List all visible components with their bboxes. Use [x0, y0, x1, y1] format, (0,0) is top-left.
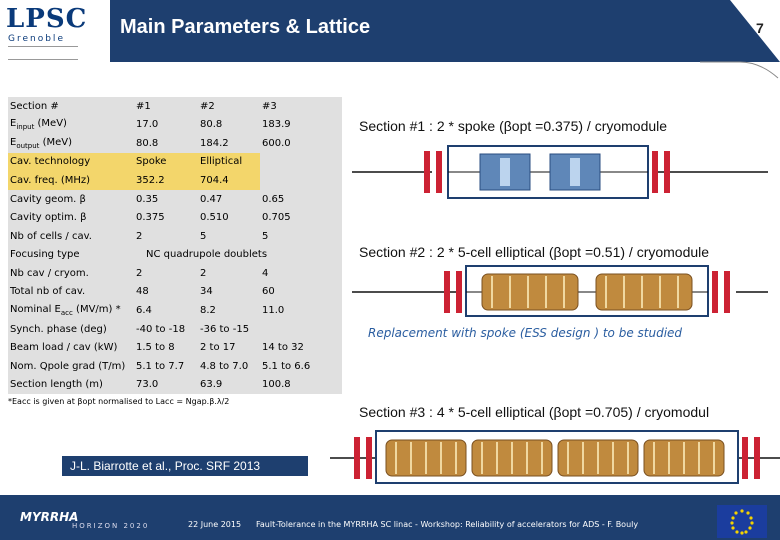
footer-bar	[0, 495, 780, 540]
table-row	[8, 246, 342, 265]
parameter-label: Cavity geom. β	[10, 193, 86, 205]
section-3-text: Section #3 : 4 * 5-cell elliptical (βopt =0.705) / cryomodul	[359, 404, 710, 420]
lpsc-logo	[0, 0, 110, 62]
section-2-description	[353, 242, 753, 263]
table-cell	[260, 153, 342, 172]
table-cell: 34	[200, 286, 213, 298]
section-2-text: Section #2 : 2 * 5-cell elliptical (βopt =0.51) / cryomodule	[359, 244, 710, 260]
parameter-label: Synch. phase (deg)	[10, 323, 107, 335]
parameter-label: Cavity optim. β	[10, 212, 87, 224]
page-number: 7	[756, 20, 764, 36]
table-cell: 2	[136, 267, 143, 279]
table-row	[8, 264, 342, 283]
horizon-2020-text: HORIZON 2020	[72, 522, 150, 530]
table-cell: 17.0	[136, 119, 159, 131]
header-curve-decoration	[700, 0, 780, 80]
parameter-label: $E_{input}$ (MeV)	[10, 118, 67, 132]
table-cell: 600.0	[262, 137, 291, 149]
table-cell: 4	[262, 267, 269, 279]
table-cell: 704.4	[198, 171, 260, 190]
section-3-description	[353, 404, 709, 420]
table-row	[8, 171, 342, 190]
parameter-label: Cav. technology	[8, 153, 134, 172]
table-row	[8, 301, 342, 320]
parameter-label: Nb of cells / cav.	[10, 230, 92, 242]
logo-lines	[8, 46, 78, 60]
table-row	[8, 153, 342, 172]
table-row	[8, 190, 342, 209]
parameter-label: Total nb of cav.	[10, 286, 86, 298]
elliptical-4-cav-cryomodule-diagram	[330, 426, 780, 488]
table-cell: 80.8	[136, 137, 159, 149]
table-cell: 14 to 32	[262, 342, 304, 354]
table-footnote: *Eacc is given at βopt normalised to Lacc = Ngap.β.λ/2	[8, 397, 230, 406]
table-cell: 0.375	[136, 212, 165, 224]
table-cell: 1.5 to 8	[136, 342, 175, 354]
parameter-label: Cav. freq. (MHz)	[8, 171, 134, 190]
parameter-label: Nb cav / cryom.	[10, 267, 89, 279]
table-cell: 80.8	[200, 119, 223, 131]
table-cell: 100.8	[262, 379, 291, 391]
elliptical-2-cav-cryomodule-diagram	[352, 262, 768, 320]
table-cell: 63.9	[200, 379, 223, 391]
table-cell-span: NC quadrupole doublets	[146, 249, 268, 261]
parameter-label: Section #	[10, 100, 59, 112]
table-cell: 73.0	[136, 379, 159, 391]
eu-flag-icon	[717, 505, 767, 538]
table-cell: Elliptical	[198, 153, 260, 172]
header-bar	[0, 0, 780, 62]
table-row	[8, 283, 342, 302]
table-row	[8, 320, 342, 339]
table-row	[8, 227, 342, 246]
table-cell: 0.705	[262, 212, 291, 224]
table-cell: 183.9	[262, 119, 291, 131]
table-row	[8, 134, 342, 153]
footer-description: Fault-Tolerance in the MYRRHA SC linac - Workshop: Reliability of accelerators for ADS - F. Bouly	[256, 520, 639, 529]
table-cell: #2	[200, 100, 215, 112]
table-cell: 48	[136, 286, 149, 298]
table-cell	[260, 171, 342, 190]
table-row	[8, 375, 342, 394]
logo-text: LPSC	[6, 4, 88, 34]
table-cell: 5.1 to 7.7	[136, 360, 185, 372]
spoke-cryomodule-diagram	[352, 138, 768, 202]
parameter-label: Nom. Qpole grad (T/m)	[10, 360, 126, 372]
myrrha-logo: MYRRHA	[20, 510, 79, 524]
table-cell: 4.8 to 7.0	[200, 360, 249, 372]
table-cell: 184.2	[200, 137, 229, 149]
table-cell: -36 to -15	[200, 323, 250, 335]
parameter-label: Beam load / cav (kW)	[10, 342, 118, 354]
parameter-label: Focusing type	[10, 249, 80, 261]
parameter-label: Section length (m)	[10, 379, 103, 391]
parameters-table	[8, 97, 342, 394]
table-cell: Spoke	[134, 153, 198, 172]
table-cell: 5.1 to 6.6	[262, 360, 311, 372]
table-row	[8, 97, 342, 116]
parameter-label: Nominal $E_{acc}$ (MV/m) *	[10, 303, 121, 317]
table-row	[8, 116, 342, 135]
replacement-note: Replacement with spoke (ESS design ) to be studied	[368, 326, 683, 340]
table-row	[8, 208, 342, 227]
table-cell: 6.4	[136, 304, 152, 316]
table-cell	[260, 320, 342, 339]
section-1-description	[353, 118, 667, 134]
table-cell: 0.35	[136, 193, 159, 205]
table-cell: 0.510	[200, 212, 229, 224]
table-row	[8, 357, 342, 376]
table-cell: 0.65	[262, 193, 285, 205]
section-1-text: Section #1 : 2 * spoke (βopt =0.375) / cryomodule	[359, 118, 668, 134]
table-cell: 8.2	[200, 304, 216, 316]
table-cell: 2	[200, 267, 207, 279]
citation-box: J-L. Biarrotte et al., Proc. SRF 2013	[62, 456, 308, 476]
parameter-label: $E_{output}$ (MeV)	[10, 136, 73, 150]
table-cell: #3	[262, 100, 277, 112]
table-cell: -40 to -18	[136, 323, 186, 335]
table-cell: 2 to 17	[200, 342, 236, 354]
table-cell: 11.0	[262, 304, 285, 316]
table-cell: 5	[200, 230, 207, 242]
footer-date: 22 June 2015	[188, 520, 242, 529]
table-cell: 352.2	[134, 171, 198, 190]
table-cell: 0.47	[200, 193, 223, 205]
table-row	[8, 338, 342, 357]
table-cell: 2	[136, 230, 143, 242]
logo-subtitle: Grenoble	[8, 34, 65, 44]
table-cell: 60	[262, 286, 275, 298]
table-cell: #1	[136, 100, 151, 112]
page-title: Main Parameters & Lattice	[120, 16, 371, 38]
table-cell: 5	[262, 230, 269, 242]
